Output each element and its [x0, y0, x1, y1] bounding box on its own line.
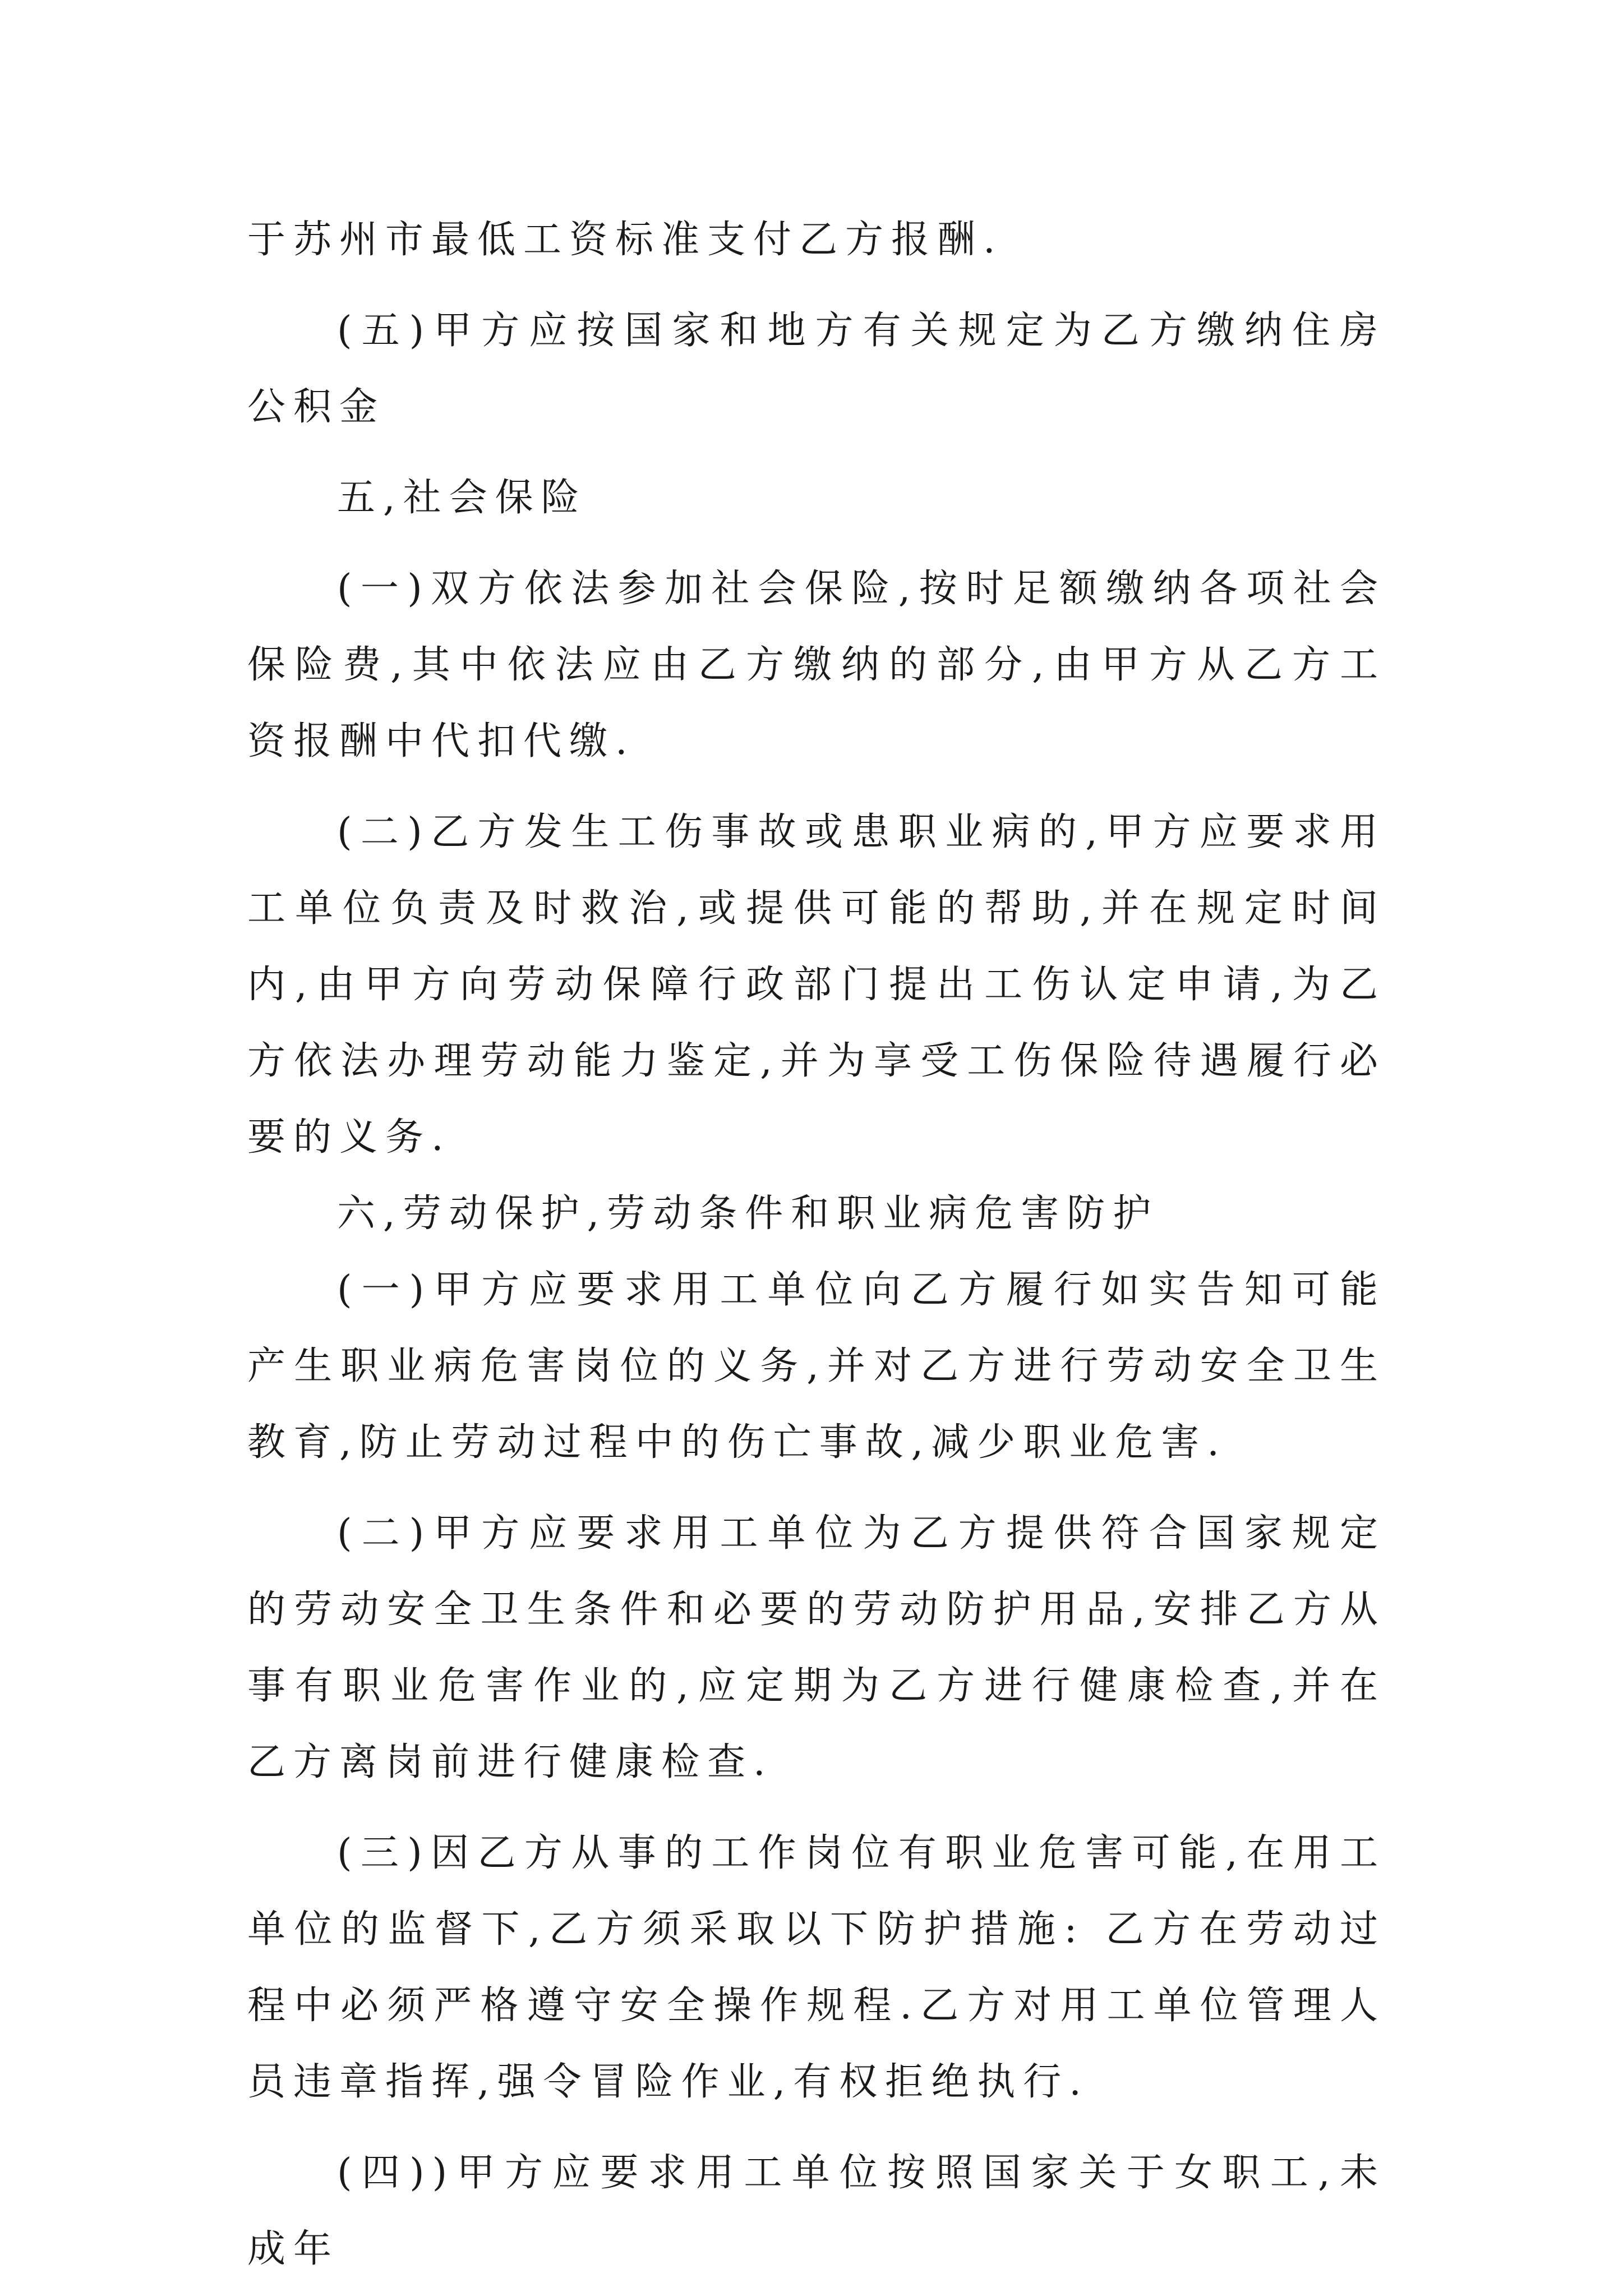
paragraph-social-insurance-2: (二)乙方发生工伤事故或患职业病的,甲方应要求用工单位负责及时救治,或提供可能的帮助,并在规定时间内,由甲方向劳动保障行政部门提出工伤认定申请,为乙方依法办理劳动能力鉴定,并为享受工伤保险待遇履行必要的义务. — [247, 810, 1386, 1159]
paragraph-social-insurance-1: (一)双方依法参加社会保险,按时足额缴纳各项社会保险费,其中依法应由乙方缴纳的部分,由甲方从乙方工资报酬中代扣代缴. — [247, 567, 1386, 763]
paragraph-labor-protection-3: (三)因乙方从事的工作岗位有职业危害可能,在用工单位的监督下,乙方须采取以下防护措施: 乙方在劳动过程中必须严格遵守安全操作规程.乙方对用工单位管理人员违章指挥,强令冒险作业,有权拒绝执行. — [247, 1831, 1386, 2104]
paragraph-labor-protection-2: (二)甲方应要求用工单位为乙方提供符合国家规定的劳动安全卫生条件和必要的劳动防护用品,安排乙方从事有职业危害作业的,应定期为乙方进行健康检查,并在乙方离岗前进行健康检查. — [247, 1511, 1386, 1784]
paragraph-housing-fund: (五)甲方应按国家和地方有关规定为乙方缴纳住房公积金 — [247, 309, 1386, 429]
paragraph-labor-protection-1: (一)甲方应要求用工单位向乙方履行如实告知可能产生职业病危害岗位的义务,并对乙方进行劳动安全卫生教育,防止劳动过程中的伤亡事故,减少职业危害. — [247, 1268, 1386, 1465]
paragraph-labor-protection-4: (四))甲方应要求用工单位按照国家关于女职工,未成年 — [247, 2151, 1386, 2271]
section-heading-social-insurance: 五,社会保险 — [337, 476, 587, 520]
document-body — [247, 202, 1386, 2288]
paragraph-wage-continuation: 于苏州市最低工资标准支付乙方报酬. — [247, 218, 1003, 262]
section-heading-labor-protection: 六,劳动保护,劳动条件和职业病危害防护 — [337, 1191, 1159, 1236]
